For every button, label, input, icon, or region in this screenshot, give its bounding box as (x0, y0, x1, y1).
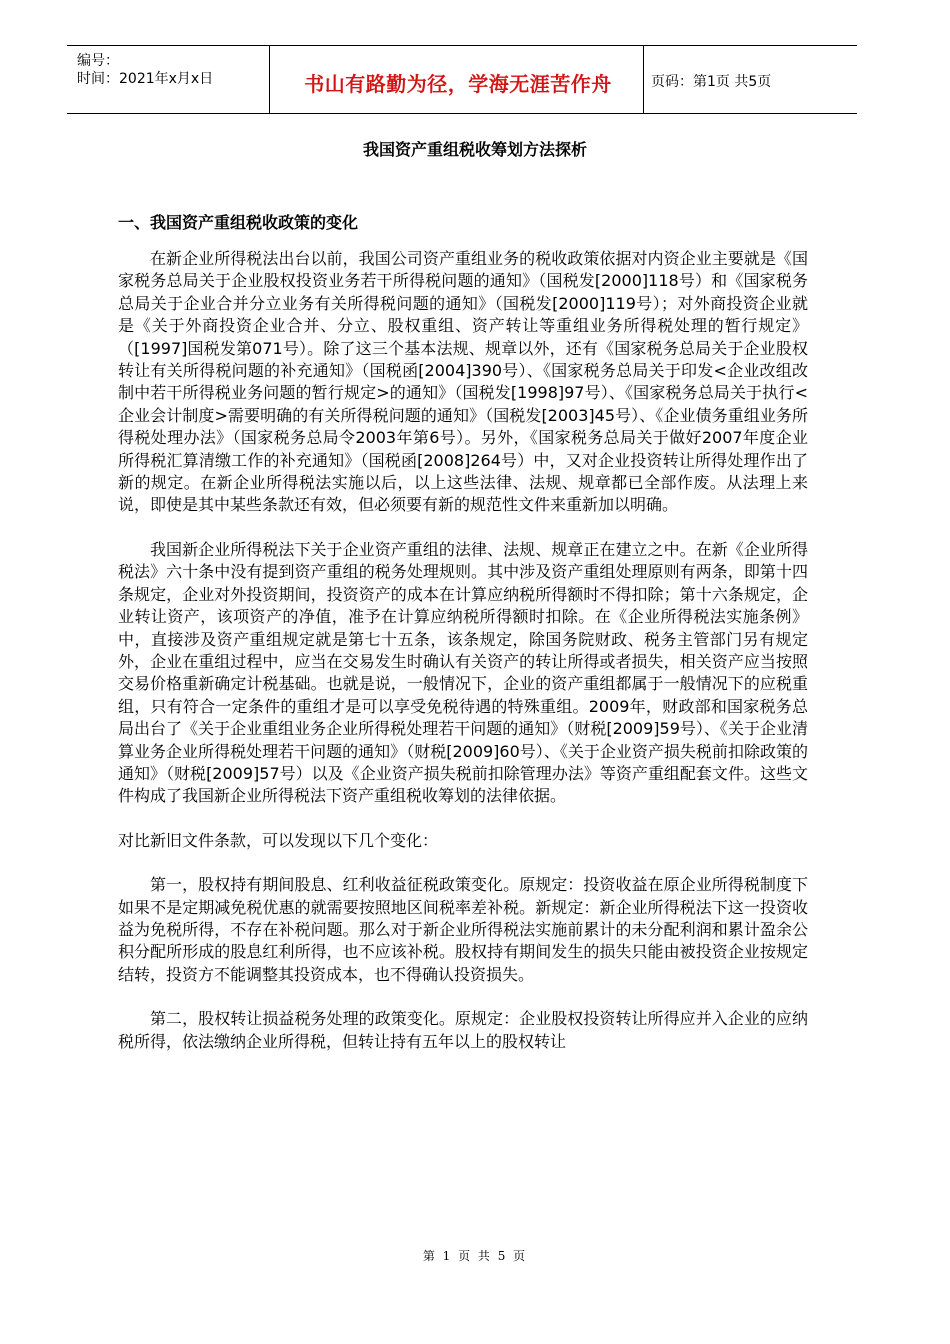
header-divider-right (643, 46, 644, 113)
document-number-label: 编号： (77, 53, 119, 69)
document-title: 我国资产重组税收筹划方法探析 (362, 140, 587, 159)
body-paragraph: 在新企业所得税法出台以前，我国公司资产重组业务的税收政策依据对内资企业主要就是《国家税务总局关于企业股权投资业务若干所得税问题的通知》（国税发[2000]118号）和《国家税务总局关于企业合并分立业务有关所得税问题的通知》（国税发[2000]119号）；对外商投资企业就是《关于外商投资企业合并、分立、股权重组、资产转让等重组业务所得税处理的暂行规定》（[1997]国税发第071号）。除了这三个基本法规、规章以外，还有《国家税务总局关于企业股权转让有关所得税问题的补充通知》（国税函[2004]390号）、《国家税务总局关于印发<企业改组改制中若干所得税业务问题的暂行规定>的通知》（国税发[1998]97号）、《国家税务总局关于执行<企业会计制度>需要明确的有关所得税问题的通知》（国税发[2003]45号）、《企业债务重组业务所得税处理办法》（国家税务总局令2003年第6号）。另外，《国家税务总局关于做好2007年度企业所得税汇算清缴工作的补充通知》（国税函[2008]264号）中，又对企业投资转让所得处理作出了新的规定。在新企业所得税法实施以后，以上这些法律、法规、规章都已全部作废。从法理上来说，即使是其中某些条款还有效，但必须要有新的规范性文件来重新加以明确。 (118, 249, 808, 515)
header-meta (77, 52, 213, 88)
page-footer: 第 1 页 共 5 页 (422, 1249, 528, 1263)
change-paragraph: 第一，股权持有期间股息、红利收益征税政策变化。原规定：投资收益在原企业所得税制度下如果不是定期减免税优惠的就需要按照地区间税率差补税。新规定：新企业所得税法下这一投资收益为免税所得，不存在补税问题。那么对于新企业所得税法实施前累计的未分配利润和累计盈余公积分配所形成的股息红利所得，也不应该补税。股权持有期间发生的损失只能由被投资企业按规定结转，投资方不能调整其投资成本，也不得确认投资损失。 (118, 875, 808, 984)
change-paragraph: 第二，股权转让损益税务处理的政策变化。原规定：企业股权投资转让所得应并入企业的应纳税所得，依法缴纳企业所得税，但转让持有五年以上的股权转让 (118, 1009, 808, 1051)
header-divider-left (269, 46, 270, 113)
header-page-number: 页码：第1页 共5页 (651, 74, 772, 90)
compare-intro: 对比新旧文件条款，可以发现以下几个变化： (118, 830, 439, 850)
section-heading: 一、我国资产重组税收政策的变化 (118, 213, 359, 232)
body-paragraph: 我国新企业所得税法下关于企业资产重组的法律、法规、规章正在建立之中。在新《企业所得税法》六十条中没有提到资产重组的税务处理规则。其中涉及资产重组处理原则有两条，即第十四条规定，企业对外投资期间，投资资产的成本在计算应纳税所得额时不得扣除；第十六条规定，企业转让资产，该项资产的净值，准予在计算应纳税所得额时扣除。在《企业所得税法实施条例》中，直接涉及资产重组规定就是第七十五条，该条规定，除国务院财政、税务主管部门另有规定外，企业在重组过程中，应当在交易发生时确认有关资产的转让所得或者损失，相关资产应当按照交易价格重新确定计税基础。也就是说，一般情况下，企业的资产重组都属于一般情况下的应税重组，只有符合一定条件的重组才是可以享受免税待遇的特殊重组。2009年，财政部和国家税务总局出台了《关于企业重组业务企业所得税处理若干问题的通知》（财税[2009]59号）、《关于企业清算业务企业所得税处理若干问题的通知》（财税[2009]60号）、《关于企业资产损失税前扣除政策的通知》（财税[2009]57号）以及《企业资产损失税前扣除管理办法》等资产重组配套文件。这些文件构成了我国新企业所得税法下资产重组税收筹划的法律依据。 (118, 539, 808, 806)
page-header (67, 45, 857, 114)
document-body (118, 212, 808, 1075)
header-motto: 书山有路勤为径，学海无涯苦作舟 (304, 72, 612, 96)
document-time-label: 时间：2021年x月x日 (77, 71, 214, 87)
